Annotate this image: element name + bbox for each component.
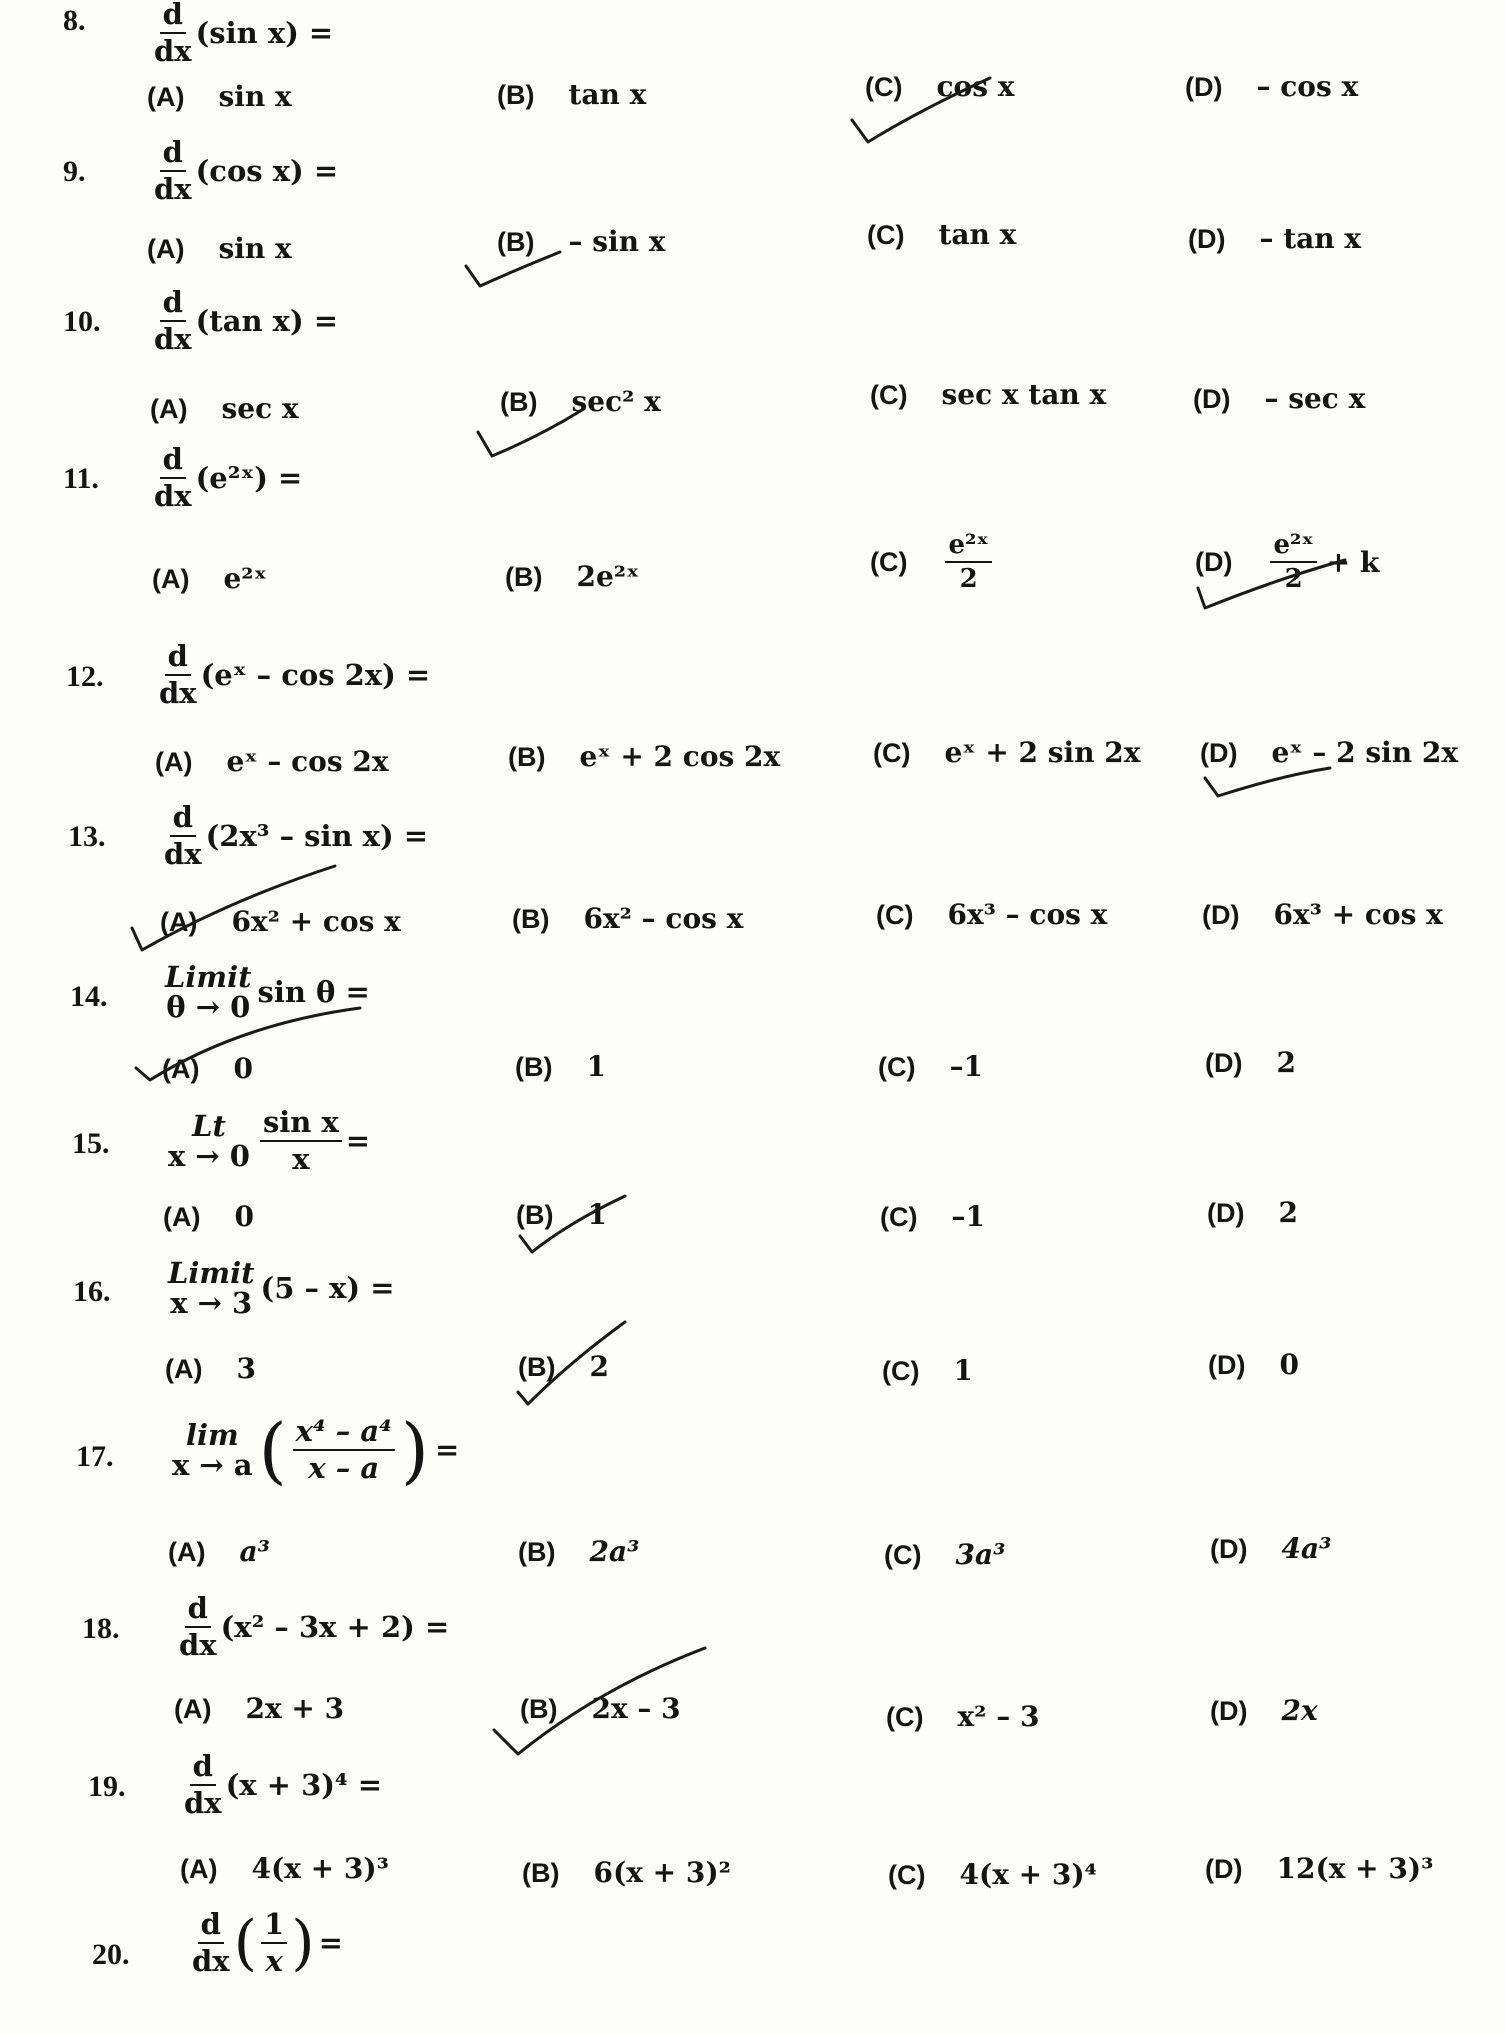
limit-operator: Lt x → 0	[168, 1108, 250, 1173]
question-expression: Lt x → 0 $\frac{\text{sin x}}{x}$ =	[168, 1105, 371, 1176]
option-b: (B) 1	[515, 1050, 606, 1083]
option-a: (A) 4(x + 3)³	[180, 1852, 389, 1885]
option-d: (D) $\frac{\text{e²ˣ}}{2}$ + k	[1195, 530, 1380, 594]
option-a: (A) a³	[168, 1535, 270, 1568]
question-expression: $\frac{d}{dx}$ (eˣ – cos 2x) =	[159, 639, 431, 710]
option-a: (A) 6x² + cos x	[160, 905, 401, 938]
option-d: (D) 2	[1205, 1046, 1296, 1079]
option-b: (B) tan x	[497, 78, 647, 111]
question-number: 9.	[63, 155, 86, 188]
option-c: (C) 4(x + 3)⁴	[888, 1858, 1097, 1891]
option-b: (B) 6x² – cos x	[512, 902, 744, 935]
question-number: 13.	[68, 820, 106, 853]
derivative-operator: $\frac{d}{dx}$	[154, 135, 192, 206]
question-expression: Limit x → 3 (5 – x) =	[168, 1256, 395, 1321]
option-c: (C) $\frac{\text{e²ˣ}}{2}$	[870, 532, 996, 592]
option-c: (C) 6x³ – cos x	[876, 898, 1108, 931]
option-b: (B) eˣ + 2 cos 2x	[508, 740, 781, 773]
derivative-operator: $\frac{d}{dx}$	[159, 639, 197, 710]
option-a: (A) 2x + 3	[174, 1692, 345, 1725]
question-number: 16.	[73, 1275, 111, 1308]
question-expression: $\frac{d}{dx}$ (tan x) =	[154, 285, 339, 356]
option-d: (D) 4a³	[1210, 1532, 1332, 1565]
limit-fraction: $\frac{\text{sin x}}{x}$	[260, 1108, 342, 1174]
limit-operator: lim x → a	[172, 1417, 253, 1482]
option-c: (C) cos x	[865, 70, 1015, 103]
question-expression: $\frac{d}{dx}$ (sin x) =	[154, 0, 334, 68]
limit-operator: Limit x → 3	[168, 1256, 255, 1321]
option-b: (B) 1	[516, 1198, 607, 1231]
derivative-operator: $\frac{d}{dx}$	[184, 1749, 222, 1820]
option-d: (D) 0	[1208, 1348, 1299, 1381]
question-number: 12.	[66, 660, 104, 693]
option-b: (B) 2	[518, 1350, 609, 1383]
question-number: 14.	[70, 980, 108, 1013]
derivative-operator: $\frac{d}{dx}$	[154, 285, 192, 356]
option-c: (C) eˣ + 2 sin 2x	[873, 736, 1141, 769]
option-b: (B) – sin x	[497, 225, 666, 258]
option-c: (C) tan x	[867, 218, 1017, 251]
option-d: (D) 2x	[1210, 1694, 1318, 1727]
option-a: (A) sec x	[150, 392, 299, 425]
option-d: (D) 6x³ + cos x	[1202, 898, 1443, 931]
option-b: (B) 2e²ˣ	[505, 560, 640, 593]
option-d: (D) – cos x	[1185, 70, 1359, 103]
question-expression: $\frac{d}{dx}$ ( $\frac{1}{x}$ ) =	[192, 1907, 343, 1978]
limit-fraction: $\frac{\text{x⁴ – a⁴}}{x - a}$	[293, 1417, 395, 1483]
option-c: (C) –1	[880, 1200, 985, 1233]
question-expression: $\frac{d}{dx}$ (x + 3)⁴ =	[184, 1749, 383, 1820]
option-c: (C) –1	[878, 1050, 983, 1083]
question-expression: $\frac{d}{dx}$ (2x³ – sin x) =	[164, 800, 429, 871]
derivative-operator: $\frac{d}{dx}$	[164, 800, 202, 871]
option-d: (D) eˣ – 2 sin 2x	[1200, 736, 1459, 769]
option-c: (C) x² – 3	[886, 1700, 1040, 1733]
option-a: (A) 0	[162, 1052, 253, 1085]
option-b: (B) 6(x + 3)²	[522, 1856, 731, 1889]
option-a: (A) sin x	[147, 232, 292, 265]
question-number: 8.	[63, 4, 86, 37]
option-a: (A) 3	[165, 1352, 256, 1385]
question-expression: $\frac{d}{dx}$ (cos x) =	[154, 135, 339, 206]
derivative-operator: $\frac{d}{dx}$	[179, 1591, 217, 1662]
question-expression: Limit θ → 0 sin θ =	[165, 960, 370, 1025]
question-number: 19.	[88, 1770, 126, 1803]
option-b: (B) 2a³	[518, 1535, 640, 1568]
option-a: (A) e²ˣ	[152, 562, 267, 595]
option-a: (A) sin x	[147, 80, 292, 113]
option-b: (B) sec² x	[500, 385, 661, 418]
option-d: (D) 2	[1207, 1196, 1298, 1229]
option-d: (D) – sec x	[1193, 382, 1366, 415]
option-c: (C) 3a³	[884, 1538, 1006, 1571]
option-d: (D) – tan x	[1188, 222, 1362, 255]
derivative-operator: $\frac{d}{dx}$	[154, 442, 192, 513]
derivative-operator: $\frac{d}{dx}$	[192, 1907, 230, 1978]
tick-mark-q12	[1205, 768, 1330, 796]
derivative-operator: $\frac{d}{dx}$	[154, 0, 192, 68]
option-c: (C) sec x tan x	[870, 378, 1107, 411]
option-a: (A) 0	[163, 1200, 254, 1233]
question-number: 17.	[76, 1440, 114, 1473]
question-number: 18.	[82, 1612, 120, 1645]
question-number: 11.	[63, 462, 99, 495]
question-expression: lim x → a ( $\frac{\text{x⁴ – a⁴}}{x - a}$ ) =	[172, 1408, 460, 1492]
option-d: (D) 12(x + 3)³	[1205, 1852, 1434, 1885]
limit-operator: Limit θ → 0	[165, 960, 252, 1025]
option-a: (A) eˣ – cos 2x	[155, 745, 389, 778]
option-b: (B) 2x – 3	[520, 1692, 681, 1725]
reciprocal-fraction: $\frac{1}{x}$	[261, 1910, 287, 1976]
question-number: 15.	[72, 1127, 110, 1160]
question-number: 20.	[92, 1938, 130, 1971]
question-expression: $\frac{d}{dx}$ (x² – 3x + 2) =	[179, 1591, 450, 1662]
question-expression: $\frac{d}{dx}$ (e²ˣ) =	[154, 442, 303, 513]
question-number: 10.	[63, 305, 101, 338]
option-c: (C) 1	[882, 1354, 973, 1387]
